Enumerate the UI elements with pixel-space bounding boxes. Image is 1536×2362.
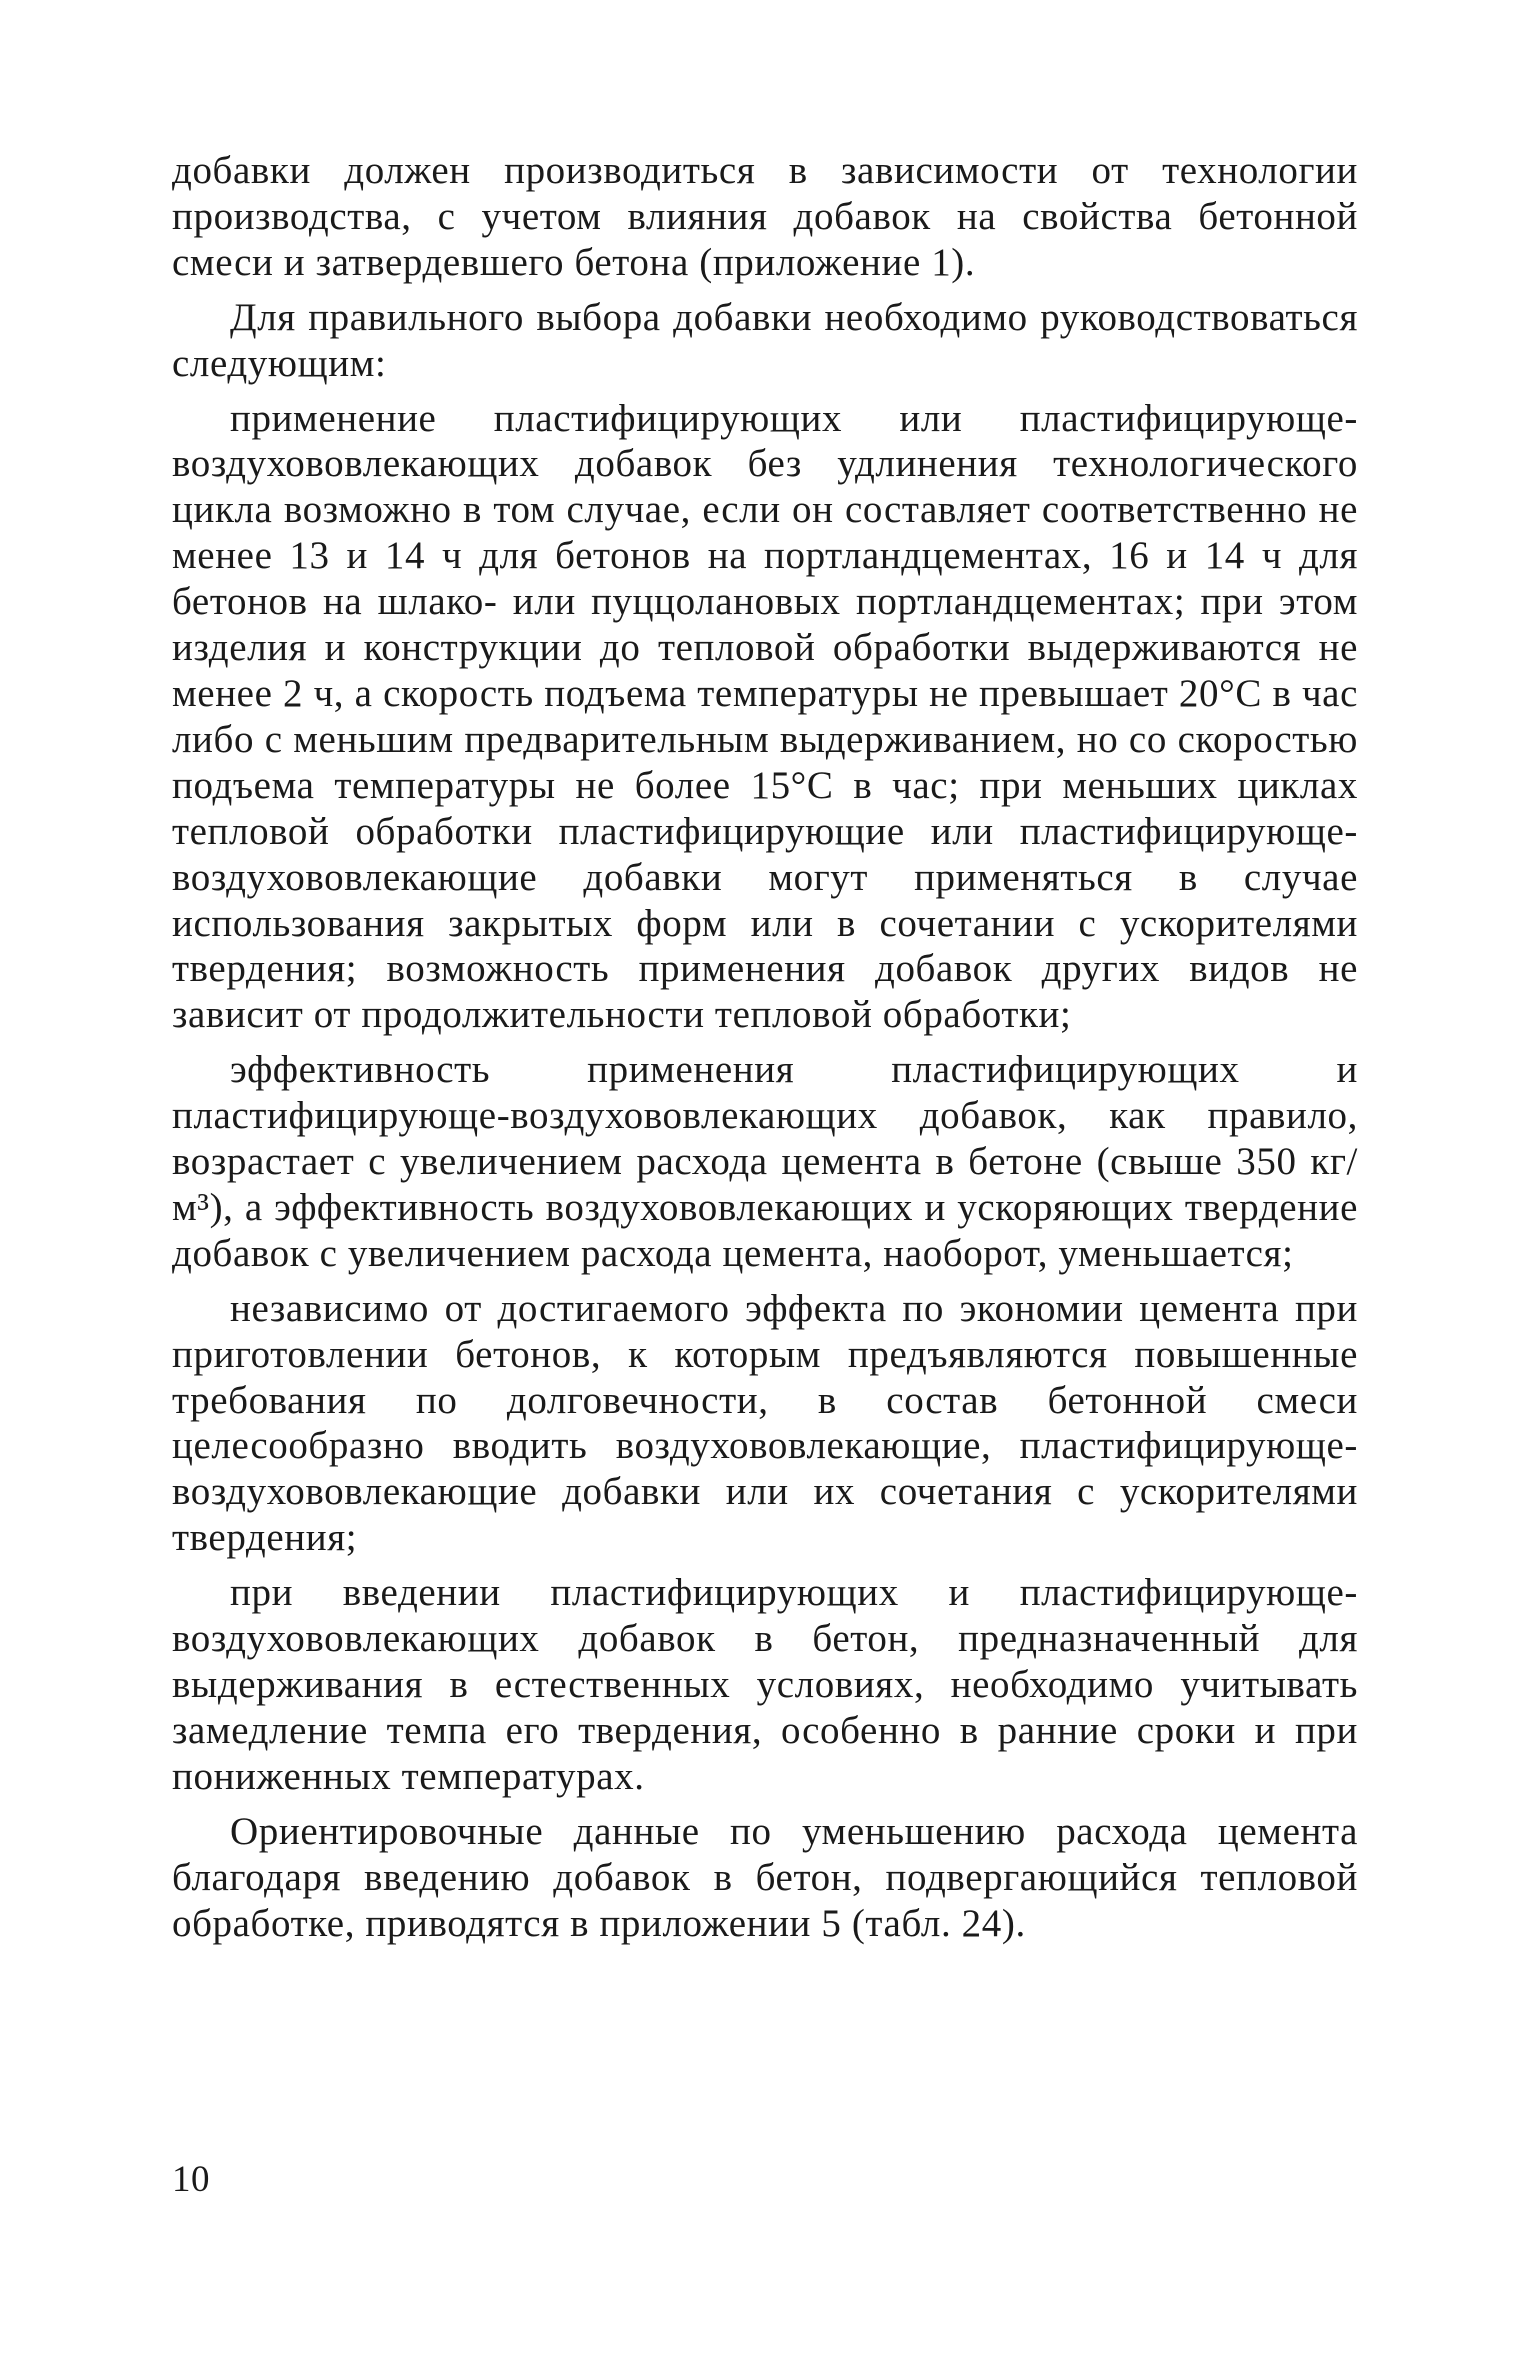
paragraph-plasticizer-application: применение пластифицирующих или пластифицирующе-воздухововлекающих добавок без удлинения технологического цикла возможно в том случае, если он составляет соответственно не менее 13 и 14 ч для бетонов на портландцементах, 16 и 14 ч для бетонов на шлако- или пуццолановых портландцементах; при этом изделия и конструкции до тепловой обработки выдерживаются не менее 2 ч, а скорость подъема температуры не превышает 20°С в час либо с меньшим предварительным выдерживанием, но со скоростью подъема температуры не более 15°С в час; при меньших циклах тепловой обработки пластифицирующие или пластифицирующе-воздухововлекающие добавки могут применяться в случае использования закрытых форм или в сочетании с ускорителями твердения; возможность применения добавок других видов не зависит от продолжительности тепловой обработки; [172, 396, 1358, 1037]
paragraph-reference: Ориентировочные данные по уменьшению расхода цемента благодаря введению добавок в бетон, подвергающийся тепловой обработке, приводятся в приложении 5 (табл. 24). [172, 1809, 1358, 1945]
page-number: 10 [172, 2159, 210, 2200]
paragraph-natural-curing: при введении пластифицирующих и пластифицирующе-воздухововлекающих добавок в бетон, предназначенный для выдерживания в естественных условиях, необходимо учитывать замедление темпа его твердения, особенно в ранние сроки и при пониженных температурах. [172, 1571, 1358, 1798]
paragraph-effectiveness: эффективность применения пластифицирующих и пластифицирующе-воздухововлекающих добавок, как правило, возрастает с увеличением расхода цемента в бетоне (свыше 350 кг/м³), а эффективность воздухововлекающих и ускоряющих твердение добавок с увеличением расхода цемента, наоборот, уменьшается; [172, 1048, 1358, 1275]
paragraph-durability: независимо от достигаемого эффекта по экономии цемента при приготовлении бетонов, к которым предъявляются повышенные требования по долговечности, в состав бетонной смеси целесообразно вводить воздухововлекающие, пластифицирующе-воздухововлекающие добавки или их сочетания с ускорителями твердения; [172, 1286, 1358, 1560]
body-text [172, 148, 1358, 1946]
paragraph-continuation: добавки должен производиться в зависимости от технологии производства, с учетом влияния добавок на свойства бетонной смеси и затвердевшего бетона (приложение 1). [172, 149, 1358, 284]
paragraph-intro: Для правильного выбора добавки необходимо руководствоваться следующим: [172, 295, 1358, 385]
